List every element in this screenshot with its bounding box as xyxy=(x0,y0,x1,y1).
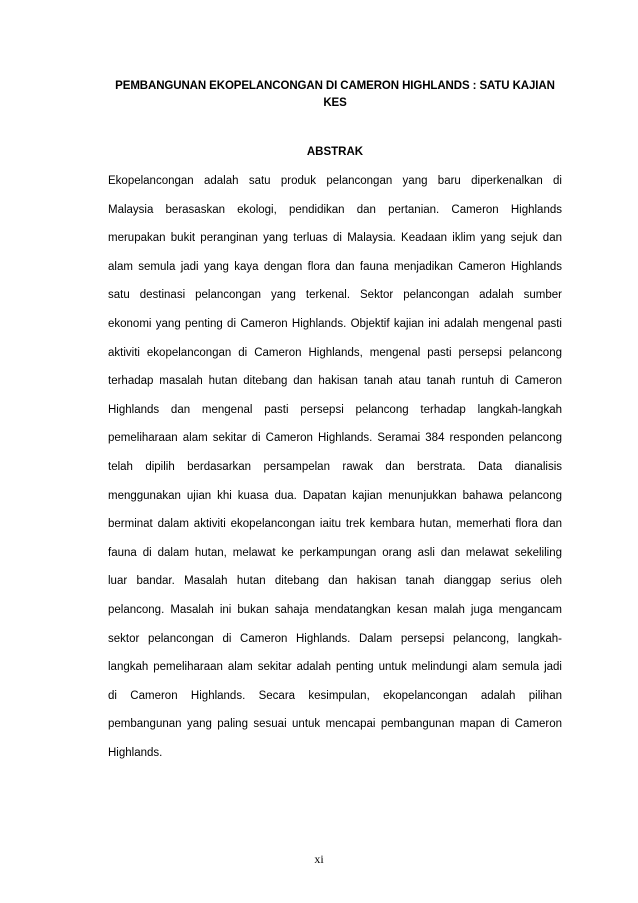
abstract-line: fauna di dalam hutan, melawat ke perkampungan orang asli dan melawat sekeliling xyxy=(108,546,562,559)
abstract-line: luar bandar. Masalah hutan ditebang dan hakisan tanah dianggap serius oleh xyxy=(108,575,562,588)
abstract-line: pemeliharaan alam sekitar di Cameron Highlands. Seramai 384 responden pelancong xyxy=(108,432,562,445)
abstract-line: di Cameron Highlands. Secara kesimpulan, ekopelancongan adalah pilihan xyxy=(108,689,562,702)
abstract-line: aktiviti ekopelancongan di Cameron Highlands, mengenal pasti persepsi pelancong xyxy=(108,346,562,359)
abstract-body xyxy=(108,167,562,767)
abstract-line: satu destinasi pelancongan yang terkenal. Sektor pelancongan adalah sumber xyxy=(108,289,562,302)
abstract-line: alam semula jadi yang kaya dengan flora dan fauna menjadikan Cameron Highlands xyxy=(108,260,562,273)
abstract-line: pelancong. Masalah ini bukan sahaja mendatangkan kesan malah juga mengancam xyxy=(108,603,562,616)
abstract-line: merupakan bukit peranginan yang terluas di Malaysia. Keadaan iklim yang sejuk dan xyxy=(108,232,562,245)
abstract-line: sektor pelancongan di Cameron Highlands. Dalam persepsi pelancong, langkah- xyxy=(108,632,562,645)
abstract-line: Highlands. xyxy=(108,746,163,759)
abstract-line: Malaysia berasaskan ekologi, pendidikan dan pertanian. Cameron Highlands xyxy=(108,203,562,216)
abstract-line: langkah pemeliharaan alam sekitar adalah penting untuk melindungi alam semula jadi xyxy=(108,661,562,674)
document-title: PEMBANGUNAN EKOPELANCONGAN DI CAMERON HIGHLANDS : SATU KAJIAN KES xyxy=(115,80,555,109)
abstract-line: Highlands dan mengenal pasti persepsi pelancong terhadap langkah-langkah xyxy=(108,403,562,416)
abstract-line: terhadap masalah hutan ditebang dan hakisan tanah atau tanah runtuh di Cameron xyxy=(108,375,562,388)
abstract-line: telah dipilih berdasarkan persampelan rawak dan berstrata. Data dianalisis xyxy=(108,460,562,473)
abstract-line: Ekopelancongan adalah satu produk pelancongan yang baru diperkenalkan di xyxy=(108,175,562,187)
abstract-line: berminat dalam aktiviti ekopelancongan iaitu trek kembara hutan, memerhati flora dan xyxy=(108,518,562,531)
page-number: xi xyxy=(314,852,324,866)
abstract-line: pembangunan yang paling sesuai untuk mencapai pembangunan mapan di Cameron xyxy=(108,718,562,731)
abstract-line: menggunakan ujian khi kuasa dua. Dapatan kajian menunjukkan bahawa pelancong xyxy=(108,489,562,502)
abstract-heading: ABSTRAK xyxy=(306,146,364,158)
abstract-line: ekonomi yang penting di Cameron Highlands. Objektif kajian ini adalah mengenal pasti xyxy=(108,317,562,330)
